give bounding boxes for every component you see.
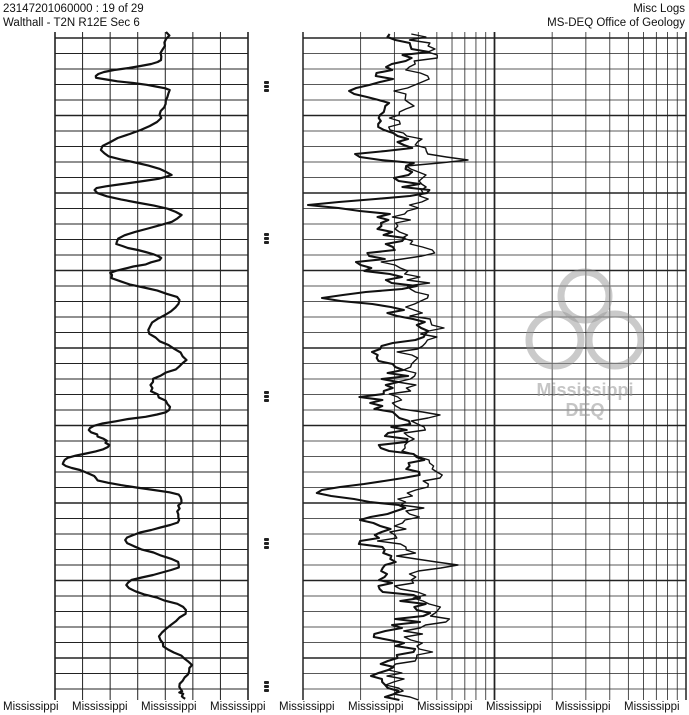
footer-watermark-label: Mississippi — [3, 701, 59, 713]
footer-watermark-label: Mississippi — [348, 701, 404, 713]
watermark-text-deq: DEQ — [565, 400, 605, 420]
deep-resistivity-curve — [308, 34, 430, 700]
footer-watermark-label: Mississippi — [555, 701, 611, 713]
footer-watermark-label: Mississippi — [141, 701, 197, 713]
footer-watermark-label: Mississippi — [624, 701, 680, 713]
footer-watermark-label: Mississippi — [72, 701, 128, 713]
depth-marker — [263, 537, 271, 553]
depth-marker — [263, 232, 271, 248]
depth-marker — [263, 390, 271, 406]
shallow-resistivity-curve — [378, 34, 468, 700]
depth-marker — [263, 680, 271, 696]
document-type-text: Misc Logs — [633, 3, 685, 15]
depth-marker — [263, 80, 271, 96]
footer-watermark-label: Mississippi — [210, 701, 266, 713]
footer-watermark-label: Mississippi — [486, 701, 542, 713]
location-text: Walthall - T2N R12E Sec 6 — [3, 17, 140, 29]
footer-watermark-label: Mississippi — [417, 701, 473, 713]
footer-watermark-label: Mississippi — [279, 701, 335, 713]
agency-text: MS-DEQ Office of Geology — [547, 17, 685, 29]
watermark-text-state: Mississippi — [536, 380, 634, 400]
record-id-text: 23147201060000 : 19 of 29 — [3, 3, 144, 15]
